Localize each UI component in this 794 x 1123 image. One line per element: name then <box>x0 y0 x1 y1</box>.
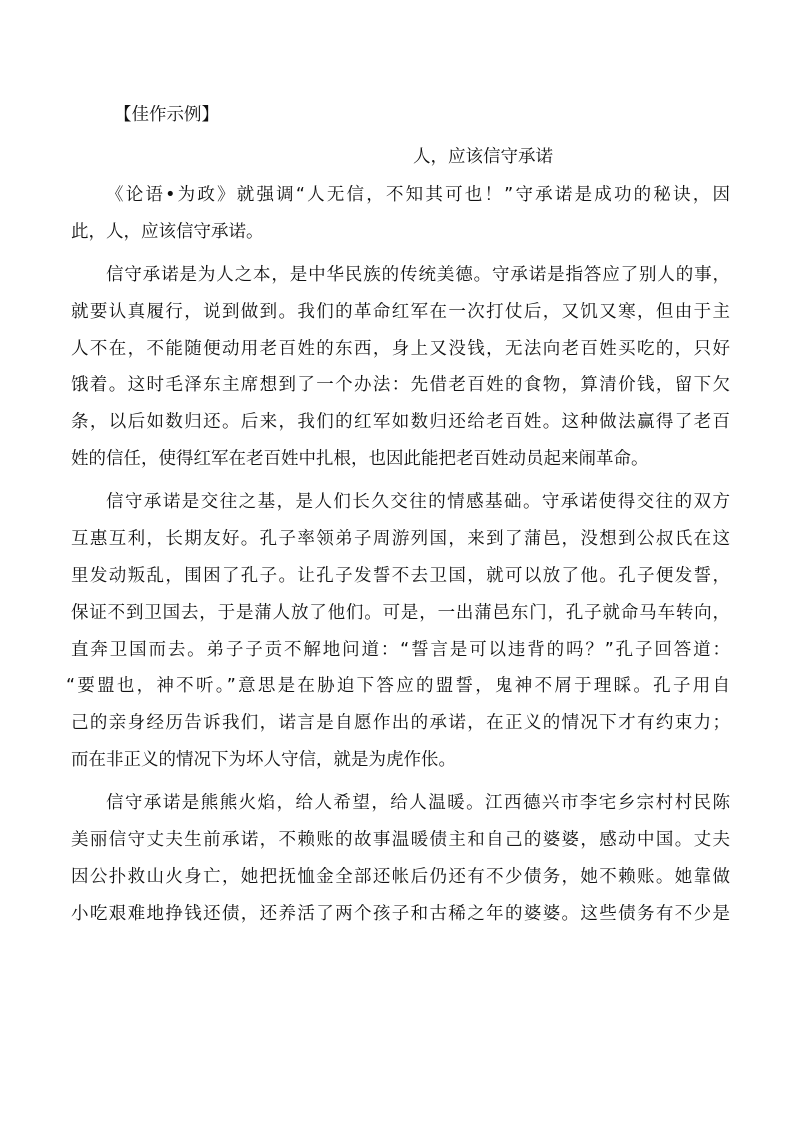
paragraph-line: 保证不到卫国去，于是蒲人放了他们。可是，一出蒲邑东门，孔子就命马车转向， <box>71 602 730 623</box>
paragraph-line: 因公扑救山火身亡，她把抚恤金全部还帐后仍还有不少债务，她不赖账。她靠做 <box>71 866 730 887</box>
paragraph-line: 人不在，不能随便动用老百姓的东西，身上又没钱，无法向老百姓买吃的，只好 <box>71 338 730 359</box>
paragraph-1 <box>71 177 730 251</box>
paragraph-line: 此，人，应该信守承诺。 <box>71 221 264 242</box>
paragraph-line: 己的亲身经历告诉我们，诺言是自愿作出的承诺，在正义的情况下才有约束力； <box>71 713 730 734</box>
document-body <box>66 97 730 939</box>
paragraph-line: 饿着。这时毛泽东主席想到了一个办法：先借老百姓的食物，算清价钱，留下欠 <box>71 375 730 396</box>
paragraph-line: “要盟也，神不听。”意思是在胁迫下答应的盟誓，鬼神不屑于理睬。孔子用自 <box>66 676 730 697</box>
paragraph-line: 就要认真履行，说到做到。我们的革命红军在一次打仗后，又饥又寒，但由于主 <box>71 301 730 322</box>
paragraph-line: 而在非正义的情况下为坏人守信，就是为虎作伥。 <box>71 749 456 770</box>
paragraph-line: 信守承诺是交往之基，是人们长久交往的情感基础。守承诺使得交往的双方 <box>106 492 730 513</box>
paragraph-line: 信守承诺是为人之本，是中华民族的传统美德。守承诺是指答应了别人的事， <box>106 265 730 286</box>
section-label: 【佳作示例】 <box>114 105 219 125</box>
paragraph-line: 条，以后如数归还。后来，我们的红军如数归还给老百姓。这种做法赢得了老百 <box>71 412 730 433</box>
paragraph-line: 互惠互利，长期友好。孔子率领弟子周游列国，来到了蒲邑，没想到公叔氏在这 <box>71 529 730 550</box>
paragraph-3 <box>66 484 730 778</box>
paragraph-line: 《论语•为政》就强调“人无信，不知其可也！”守承诺是成功的秘诀，因 <box>106 185 730 205</box>
paragraph-line: 直奔卫国而去。弟子子贡不解地问道：“誓言是可以违背的吗？”孔子回答道： <box>71 639 730 660</box>
paragraph-line: 小吃艰难地挣钱还债，还养活了两个孩子和古稀之年的婆婆。这些债务有不少是 <box>71 903 730 924</box>
essay-title: 人，应该信守承诺 <box>413 147 553 167</box>
paragraph-line: 姓的信任，使得红军在老百姓中扎根，也因此能把老百姓动员起来闹革命。 <box>71 449 649 470</box>
paragraph-2 <box>71 257 730 478</box>
paragraph-4 <box>71 785 730 932</box>
paragraph-line: 信守承诺是熊熊火焰，给人希望，给人温暖。江西德兴市李宅乡宗村村民陈 <box>106 793 730 814</box>
paragraph-line: 美丽信守丈夫生前承诺，不赖账的故事温暖债主和自己的婆婆，感动中国。丈夫 <box>71 830 730 851</box>
paragraph-line: 里发动叛乱，围困了孔子。让孔子发誓不去卫国，就可以放了他。孔子便发誓， <box>71 565 730 586</box>
